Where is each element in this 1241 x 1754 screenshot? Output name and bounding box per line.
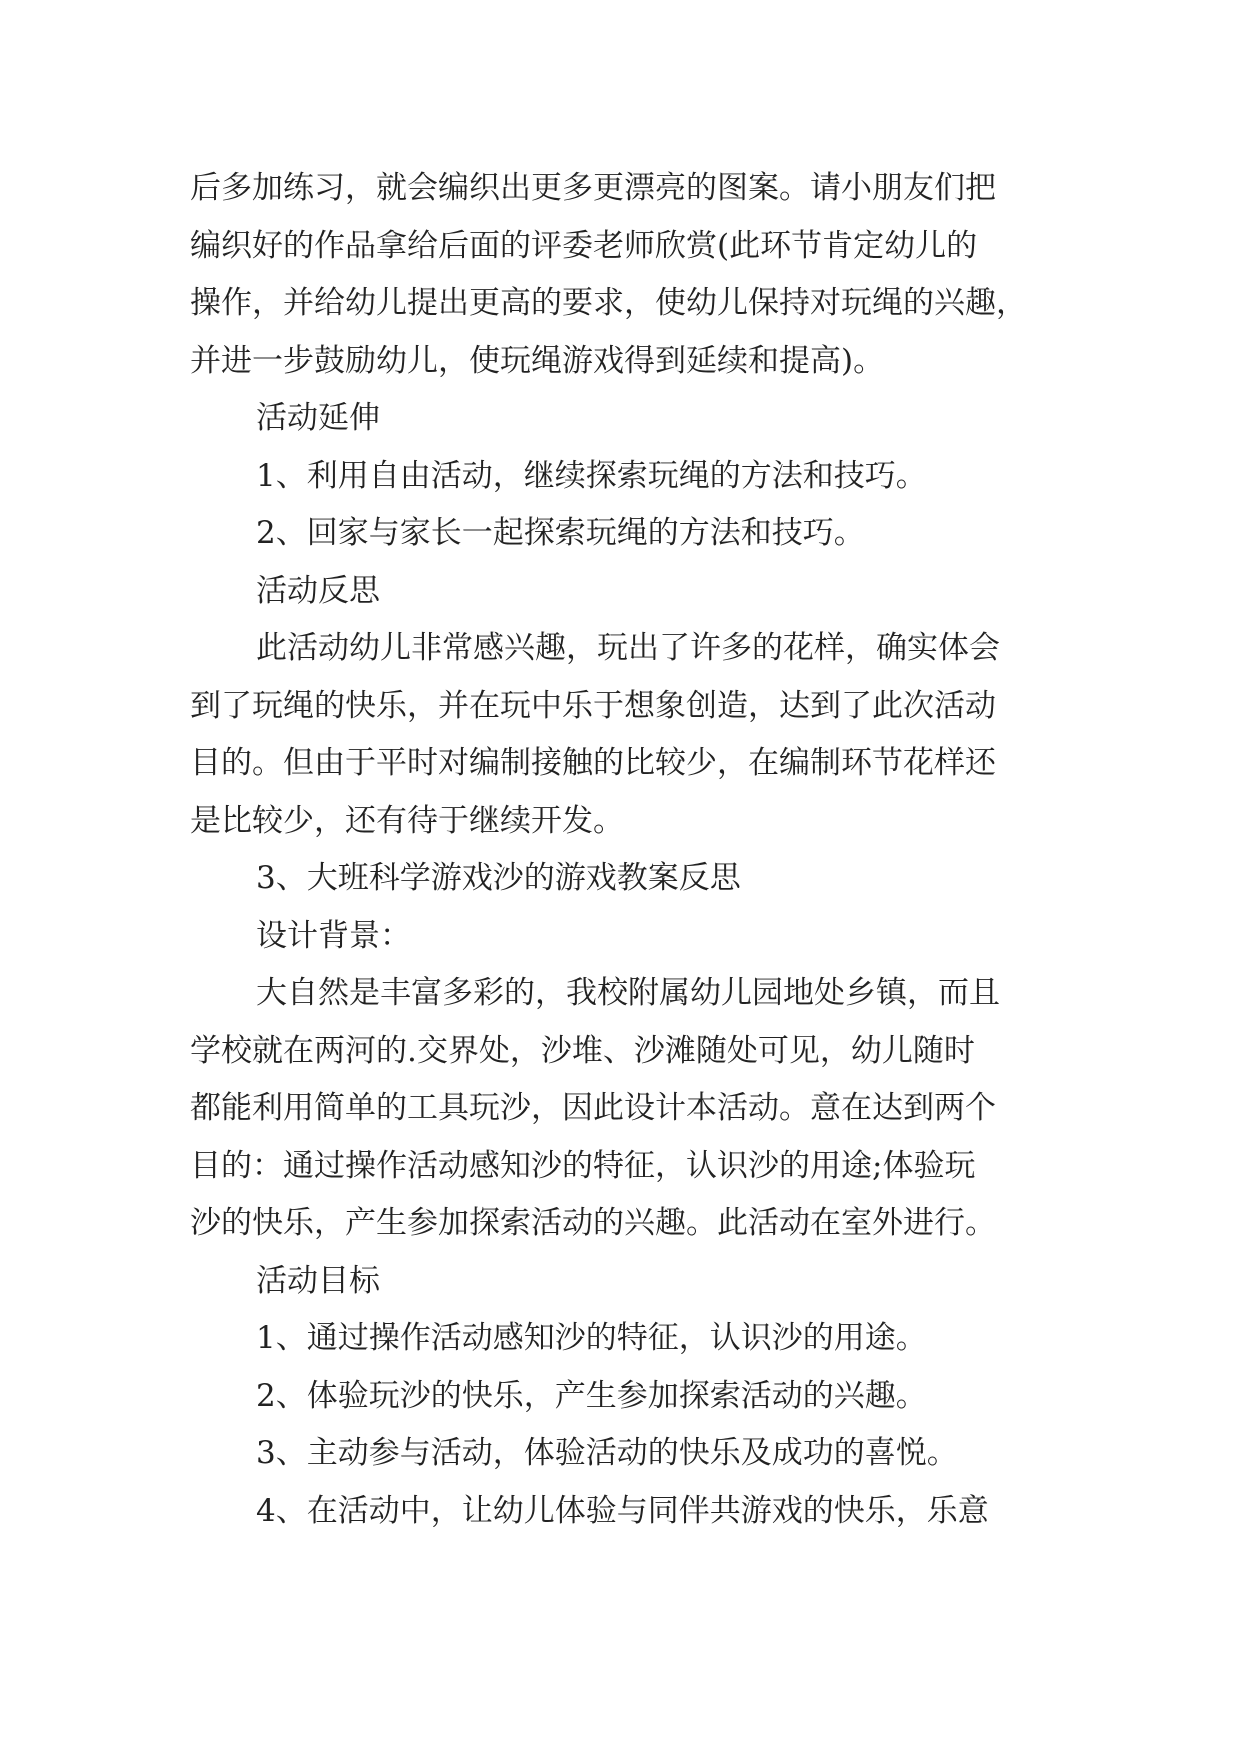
- text-line: 是比较少，还有待于继续开发。: [190, 802, 624, 839]
- text-line: 沙的快乐，产生参加探索活动的兴趣。此活动在室外进行。: [190, 1205, 996, 1241]
- section-heading-extension: 活动延伸: [256, 400, 380, 436]
- list-item: 2、回家与家长一起探索玩绳的方法和技巧。: [256, 515, 865, 551]
- text-line: 到了玩绳的快乐，并在玩中乐于想象创造，达到了此次活动: [190, 687, 996, 724]
- text-line: 目的。但由于平时对编制接触的比较少，在编制环节花样还: [190, 745, 996, 781]
- list-item: 2、体验玩沙的快乐，产生参加探索活动的兴趣。: [256, 1377, 927, 1414]
- text-line: 操作，并给幼儿提出更高的要求，使幼儿保持对玩绳的兴趣，: [190, 285, 1027, 321]
- list-item: 4、在活动中，让幼儿体验与同伴共游戏的快乐，乐意: [256, 1492, 989, 1529]
- text-line: 大自然是丰富多彩的，我校附属幼儿园地处乡镇，而且: [256, 975, 1000, 1011]
- section-heading-background: 设计背景：: [256, 917, 411, 954]
- text-line: 并进一步鼓励幼儿，使玩绳游戏得到延续和提高)。: [190, 342, 885, 379]
- list-item: 1、通过操作活动感知沙的特征，认识沙的用途。: [256, 1320, 927, 1356]
- section-heading-reflection: 活动反思: [256, 572, 380, 609]
- text-line: 后多加练习，就会编织出更多更漂亮的图案。请小朋友们把: [190, 170, 996, 206]
- section-heading-goals: 活动目标: [256, 1262, 380, 1299]
- text-line: 学校就在两河的.交界处，沙堆、沙滩随处可见，幼儿随时: [190, 1032, 975, 1069]
- text-line: 目的：通过操作活动感知沙的特征，认识沙的用途;体验玩: [190, 1147, 976, 1184]
- list-item: 3、主动参与活动，体验活动的快乐及成功的喜悦。: [256, 1435, 958, 1471]
- text-line: 此活动幼儿非常感兴趣，玩出了许多的花样，确实体会: [256, 630, 1000, 666]
- list-item: 1、利用自由活动，继续探索玩绳的方法和技巧。: [256, 457, 927, 494]
- text-line: 都能利用简单的工具玩沙，因此设计本活动。意在达到两个: [190, 1090, 996, 1126]
- document-page: [190, 160, 1060, 1540]
- text-line: 编织好的作品拿给后面的评委老师欣赏(此环节肯定幼儿的: [190, 227, 978, 264]
- section-title: 3、大班科学游戏沙的游戏教案反思: [256, 860, 741, 896]
